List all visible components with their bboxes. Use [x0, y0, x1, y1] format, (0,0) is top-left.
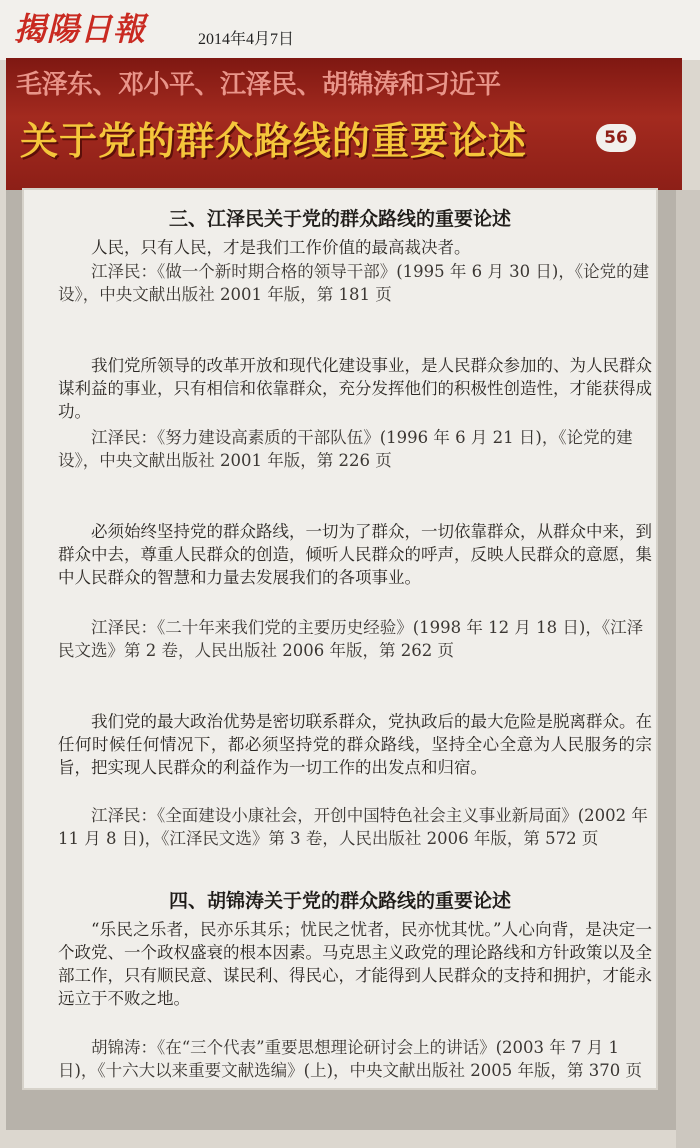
section-3-quote-2-text: 我们党所领导的改革开放和现代化建设事业，是人民群众参加的、为人民群众谋利益的事业，只有相信和依靠群众，充分发挥他们的积极性创造性，才能获得成功。 — [58, 356, 652, 421]
masthead — [0, 0, 700, 60]
headline-banner — [6, 58, 682, 190]
episode-number-badge: 56 — [596, 124, 636, 152]
article-body — [24, 190, 656, 1088]
newspaper-logo: 揭陽日報 — [14, 10, 147, 48]
section-3-quote-4-source: 江泽民：《全面建设小康社会，开创中国特色社会主义事业新局面》(2002 年 11 月 8 日)，《江泽民文选》第 3 卷，人民出版社 2006 年版，第 572 页 — [58, 806, 648, 848]
banner-subject-line: 关于党的群众路线的重要论述 — [20, 119, 528, 163]
section-3-title: 三、江泽民关于党的群众路线的重要论述 — [168, 208, 511, 230]
section-3-quote-2-source: 江泽民：《努力建设高素质的干部队伍》(1996 年 6 月 21 日)，《论党的建设》，中央文献出版社 2001 年版，第 226 页 — [58, 428, 633, 470]
section-3-quote-4-text: 我们党的最大政治优势是密切联系群众，党执政后的最大危险是脱离群众。在任何时候任何情况下，都必须坚持党的群众路线，坚持全心全意为人民服务的宗旨，把实现人民群众的利益作为一切工作的出发点和归宿。 — [58, 712, 652, 777]
section-3-quote-3-text: 必须始终坚持党的群众路线，一切为了群众，一切依靠群众，从群众中来，到群众中去，尊重人民群众的创造，倾听人民群众的呼声，反映人民群众的意愿，集中人民群众的智慧和力量去发展我们的各项事业。 — [58, 522, 652, 587]
section-4-quote-1-source: 胡锦涛：《在“三个代表”重要思想理论研讨会上的讲话》(2003 年 7 月 1 日)，《十六大以来重要文献选编》(上)，中央文献出版社 2005 年版，第 370 页 — [58, 1038, 643, 1080]
page-edge — [676, 190, 700, 1148]
section-3-quote-1-text: 人民，只有人民，才是我们工作价值的最高裁决者。 — [91, 238, 471, 257]
section-4-quote-1-text: “乐民之乐者，民亦乐其乐；忧民之忧者，民亦忧其忧。”人心向背，是决定一个政党、一个政权盛衰的根本因素。马克思主义政党的理论路线和方针政策以及全部工作，只有顺民意、谋民利、得民心，才能得到人民群众的支持和拥护，才能永远立于不败之地。 — [58, 920, 652, 1008]
section-4-title: 四、胡锦涛关于党的群众路线的重要论述 — [168, 890, 511, 912]
banner-leaders-line: 毛泽东、邓小平、江泽民、胡锦涛和习近平 — [16, 70, 501, 100]
section-3-quote-3-source: 江泽民：《二十年来我们党的主要历史经验》(1998 年 12 月 18 日)，《江泽民文选》第 2 卷，人民出版社 2006 年版，第 262 页 — [58, 618, 644, 660]
issue-date: 2014年4月7日 — [198, 31, 295, 48]
section-3-quote-1-source: 江泽民：《做一个新时期合格的领导干部》(1995 年 6 月 30 日)，《论党的建设》，中央文献出版社 2001 年版，第 181 页 — [58, 262, 650, 304]
